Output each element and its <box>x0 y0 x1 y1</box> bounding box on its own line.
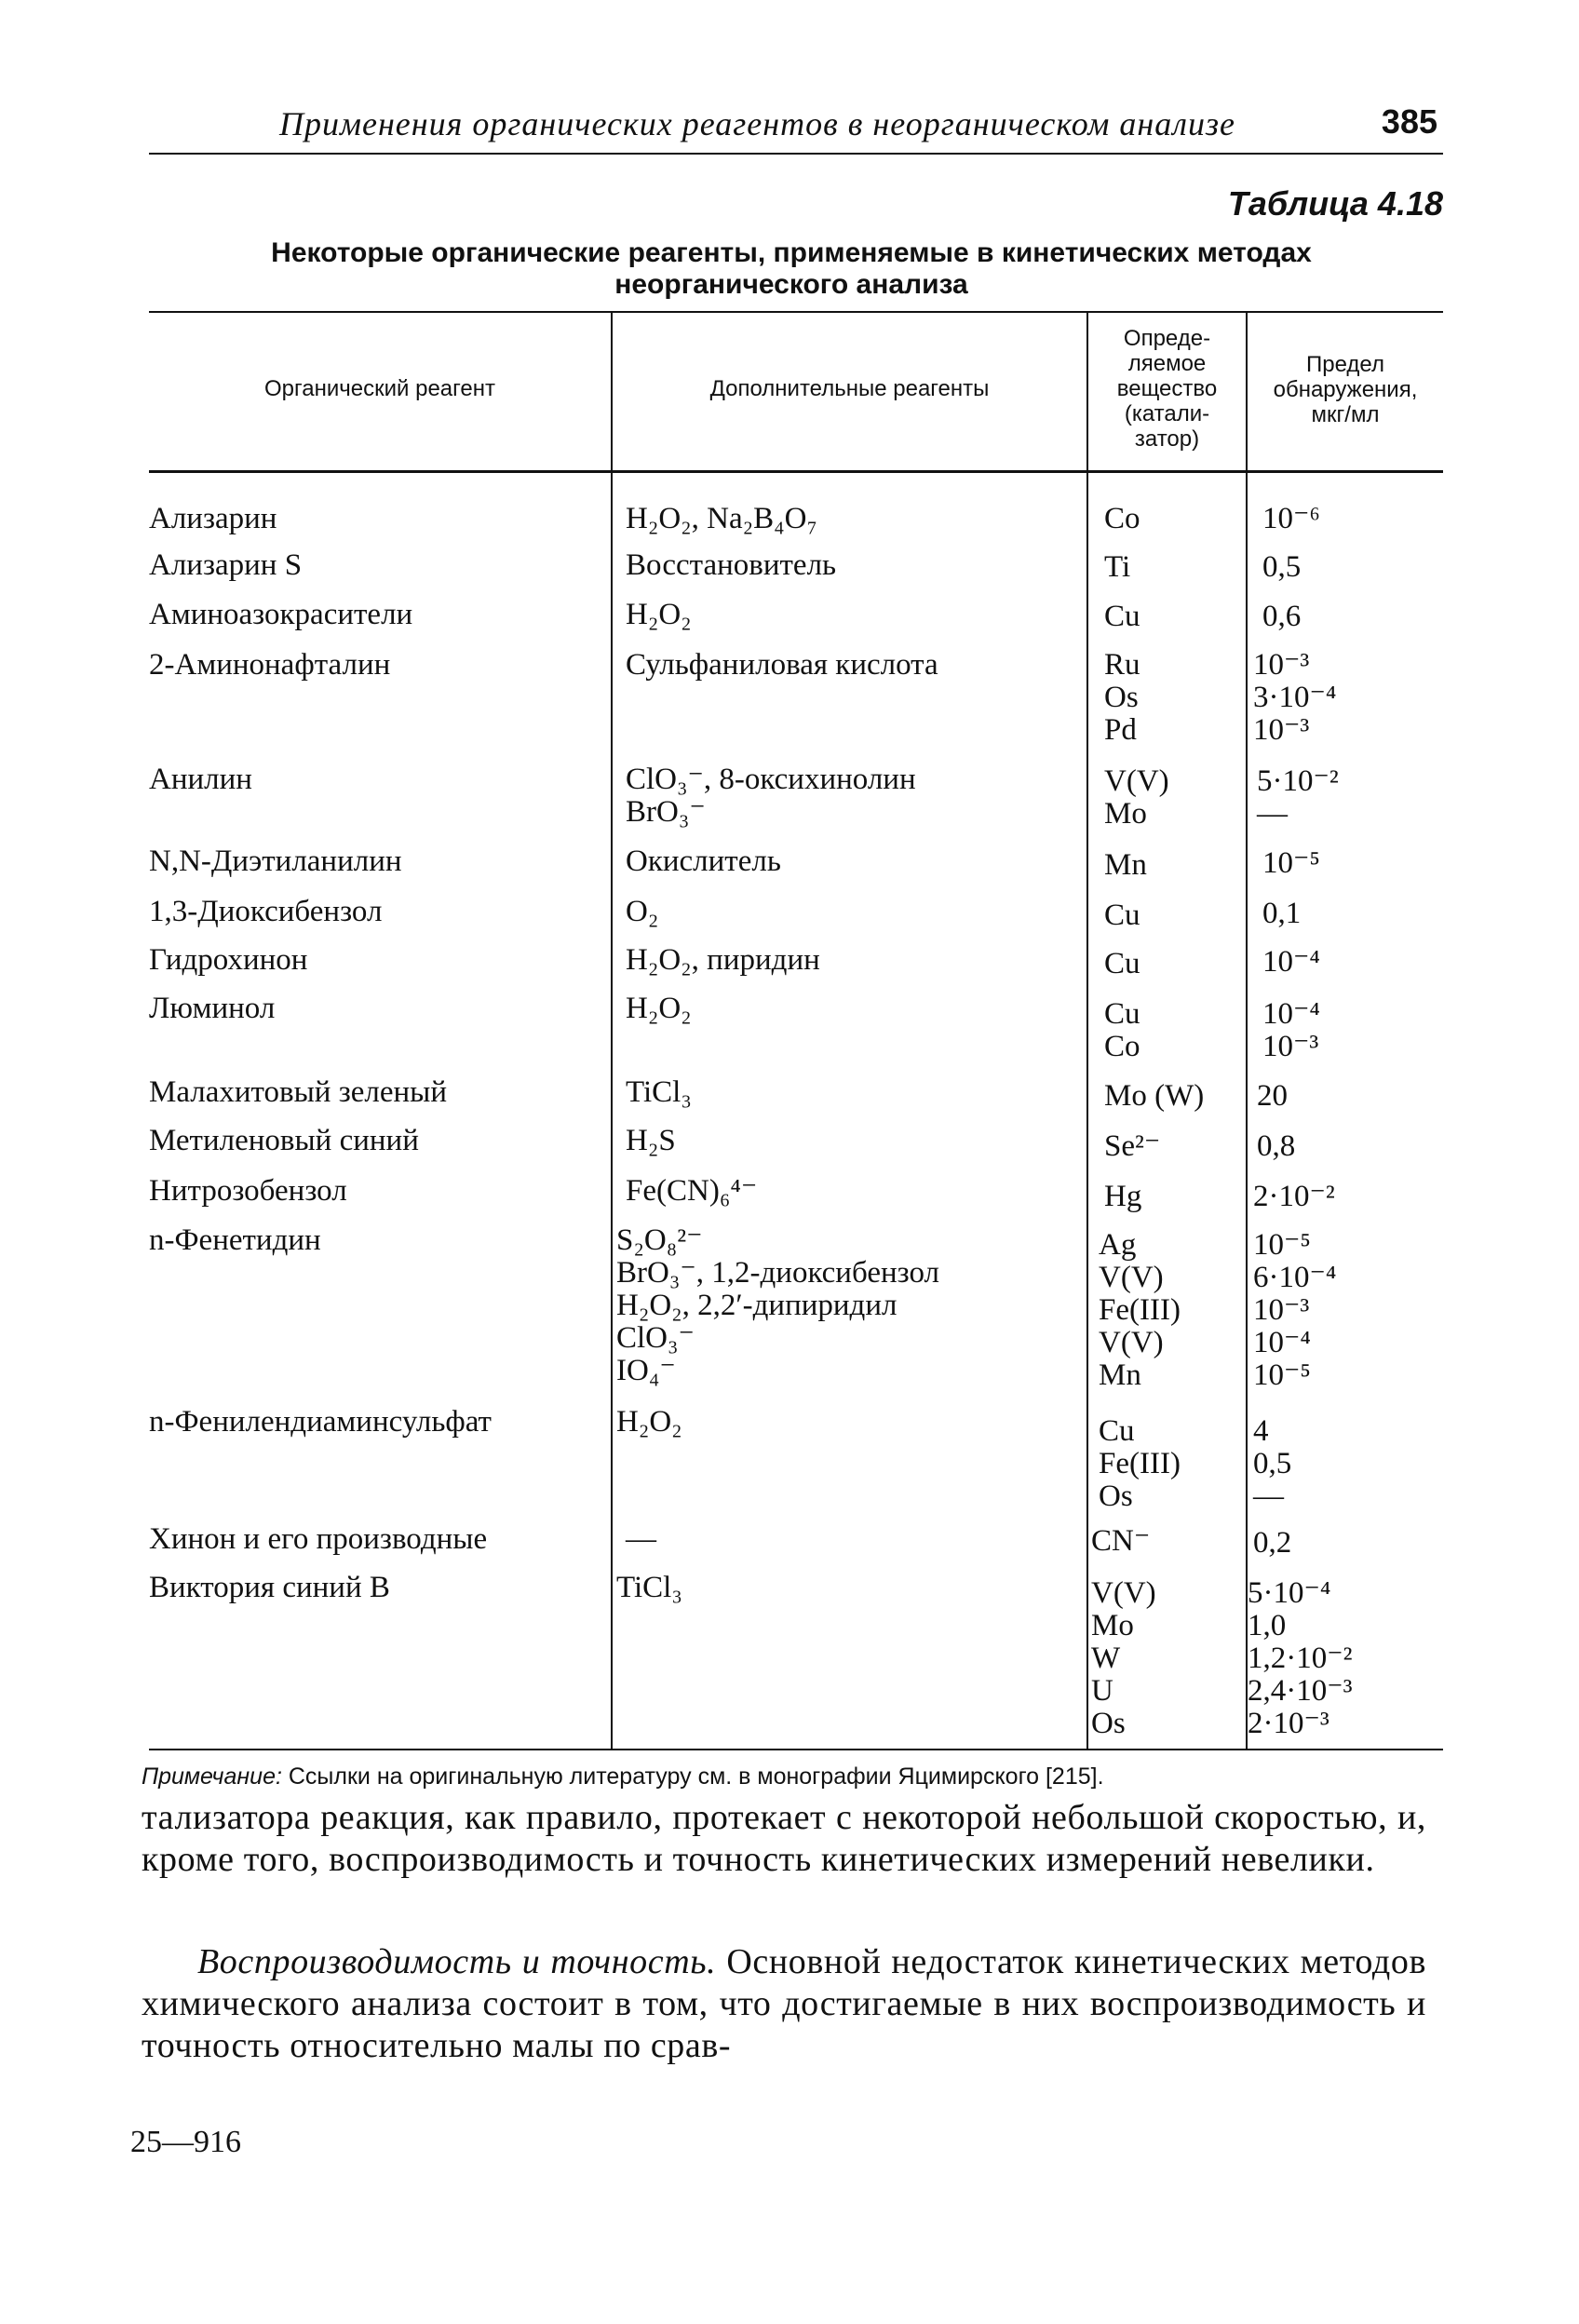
row-16-determined: V(V) Mo W U Os <box>1091 1576 1156 1740</box>
row-7-additional: O₂ <box>626 895 659 928</box>
row-9-limit: 10⁻⁴ 10⁻³ <box>1262 997 1320 1063</box>
row-10-limit: 20 <box>1257 1079 1288 1113</box>
header-reagent: Органический реагент <box>264 376 495 401</box>
row-15-determined: CN⁻ <box>1091 1524 1151 1558</box>
row-13-determined: Ag V(V) Fe(III) V(V) Mn <box>1099 1228 1181 1392</box>
row-12-additional: Fe(CN)₆⁴⁻ <box>626 1174 758 1208</box>
row-14-reagent: n-Фенилендиаминсульфат <box>149 1405 492 1439</box>
row-13-reagent: n-Фенетидин <box>149 1223 321 1257</box>
row-1-reagent: Ализарин <box>149 502 277 535</box>
row-16-reagent: Виктория синий B <box>149 1571 390 1604</box>
table-caption: Некоторые органические реагенты, применяемые в кинетических методах неорганического анализа <box>271 237 1312 300</box>
row-7-reagent: 1,3-Диоксибензол <box>149 895 383 928</box>
table-label: Таблица 4.18 <box>1227 184 1443 223</box>
row-11-additional: H₂S <box>626 1124 676 1157</box>
row-3-reagent: Аминоазокрасители <box>149 598 413 631</box>
running-title: Применения органических реагентов в неорганическом анализе <box>279 105 1235 142</box>
row-9-determined: Cu Co <box>1104 997 1140 1063</box>
page-number: 385 <box>1381 102 1437 141</box>
table-top-rule <box>149 311 1443 313</box>
column-divider-2 <box>1086 313 1088 1749</box>
row-6-determined: Mn <box>1104 848 1147 882</box>
row-15-additional: — <box>626 1522 656 1556</box>
paragraph-2 <box>142 1941 1426 2067</box>
running-header <box>149 99 1443 155</box>
row-16-additional: TiCl₃ <box>616 1571 682 1604</box>
signature-mark: 25—916 <box>130 2125 241 2159</box>
row-2-determined: Ti <box>1104 550 1131 584</box>
row-12-determined: Hg <box>1104 1180 1142 1213</box>
row-10-additional: TiCl₃ <box>626 1075 692 1109</box>
row-1-limit: 10⁻⁶ <box>1262 502 1320 535</box>
header-additional: Дополнительные реагенты <box>709 376 990 401</box>
row-1-additional: H₂O₂, Na₂B₄O₇ <box>626 502 818 535</box>
row-7-limit: 0,1 <box>1262 897 1302 930</box>
row-8-determined: Cu <box>1104 947 1140 980</box>
row-4-limit: 10⁻³ 3·10⁻⁴ 10⁻³ <box>1253 648 1337 747</box>
row-8-additional: H₂O₂, пиридин <box>626 943 820 977</box>
row-14-additional: H₂O₂ <box>616 1405 682 1439</box>
row-4-reagent: 2-Аминонафталин <box>149 648 391 682</box>
row-15-limit: 0,2 <box>1253 1526 1292 1560</box>
row-15-reagent: Хинон и его производные <box>149 1522 488 1556</box>
row-8-limit: 10⁻⁴ <box>1262 945 1320 979</box>
column-divider-3 <box>1246 313 1248 1749</box>
paragraph-2-heading: Воспроизводимость и точность. <box>197 1942 717 1981</box>
row-5-additional: ClO₃⁻, 8-оксихинолин BrO₃⁻ <box>626 763 916 829</box>
row-6-reagent: N,N-Диэтиланилин <box>149 844 402 878</box>
row-12-reagent: Нитрозобензол <box>149 1174 347 1208</box>
row-8-reagent: Гидрохинон <box>149 943 308 977</box>
table-note <box>142 1763 1104 1790</box>
row-11-determined: Se²⁻ <box>1104 1129 1161 1163</box>
row-4-determined: Ru Os Pd <box>1104 648 1140 747</box>
row-6-limit: 10⁻⁵ <box>1262 846 1320 880</box>
header-determined: Опреде- ляемое вещество (катали- затор) <box>1116 326 1218 452</box>
row-12-limit: 2·10⁻² <box>1253 1180 1335 1213</box>
paragraph-1: тализатора реакция, как правило, протекает с некоторой небольшой скоростью, и, кроме того, воспроизводимость и точность кинетических измерений невелики. <box>142 1798 1426 1879</box>
row-5-reagent: Анилин <box>149 763 252 796</box>
column-divider-1 <box>611 313 613 1749</box>
row-11-reagent: Метиленовый синий <box>149 1124 419 1157</box>
note-text: Ссылки на оригинальную литературу см. в монографии Яцимирского [215]. <box>288 1763 1104 1790</box>
header-limit: Предел обнаружения, мкг/мл <box>1273 352 1418 427</box>
row-14-limit: 4 0,5 — <box>1253 1414 1292 1513</box>
row-9-additional: H₂O₂ <box>626 992 692 1025</box>
note-label: Примечание: <box>142 1763 282 1790</box>
row-2-limit: 0,5 <box>1262 550 1302 584</box>
row-9-reagent: Люминол <box>149 992 276 1025</box>
row-1-determined: Co <box>1104 502 1140 535</box>
row-4-additional: Сульфаниловая кислота <box>626 648 938 682</box>
row-3-additional: H₂O₂ <box>626 598 692 631</box>
row-13-additional: S₂O₈²⁻ BrO₃⁻, 1,2-диоксибензол H₂O₂, 2,2′-дипиридил ClO₃⁻ IO₄⁻ <box>616 1223 939 1387</box>
row-3-determined: Cu <box>1104 600 1140 633</box>
row-2-reagent: Ализарин S <box>149 548 303 582</box>
row-14-determined: Cu Fe(III) Os <box>1099 1414 1181 1513</box>
row-5-limit: 5·10⁻² — <box>1257 764 1339 831</box>
row-2-additional: Восстановитель <box>626 548 837 582</box>
row-11-limit: 0,8 <box>1257 1129 1296 1163</box>
table-bottom-rule <box>149 1749 1443 1750</box>
row-5-determined: V(V) Mo <box>1104 764 1169 831</box>
row-13-limit: 10⁻⁵ 6·10⁻⁴ 10⁻³ 10⁻⁴ 10⁻⁵ <box>1253 1228 1337 1392</box>
row-6-additional: Окислитель <box>626 844 781 878</box>
row-16-limit: 5·10⁻⁴ 1,0 1,2·10⁻² 2,4·10⁻³ 2·10⁻³ <box>1248 1576 1353 1740</box>
row-7-determined: Cu <box>1104 899 1140 932</box>
table-header-rule <box>149 470 1443 473</box>
paragraph-2-text: Основной недостаток кинетических методов химического анализа состоит в том, что достигаемые в них воспроизводимость и точность относительно малы по срав- <box>142 1942 1426 2065</box>
row-10-determined: Mo (W) <box>1104 1079 1205 1113</box>
row-10-reagent: Малахитовый зеленый <box>149 1075 447 1109</box>
row-3-limit: 0,6 <box>1262 600 1302 633</box>
